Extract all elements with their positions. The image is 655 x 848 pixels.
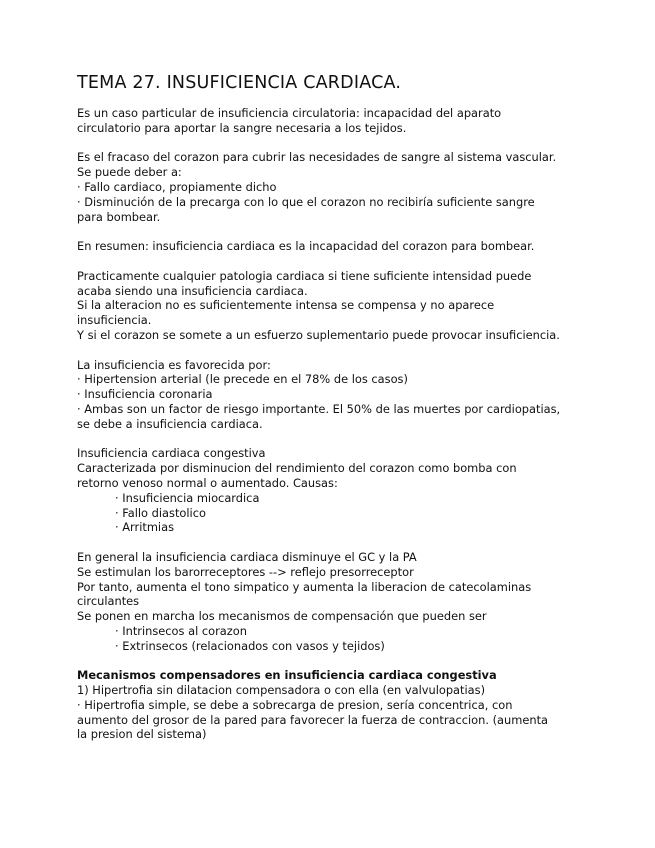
document-body	[77, 106, 597, 742]
text-line: Se estimulan los barorreceptores --> reflejo presorreceptor	[77, 564, 414, 579]
text-line: Practicamente cualquier patologia cardiaca si tiene suficiente intensidad puede	[77, 268, 532, 283]
section-heading: Mecanismos compensadores en insuficiencia cardiaca congestiva	[77, 668, 497, 683]
text-line: acaba siendo una insuficiencia cardiaca.	[77, 283, 308, 298]
text-line: · Hipertrofia simple, se debe a sobrecarga de presion, sería concentrica, con	[77, 697, 513, 712]
paragraph	[77, 446, 597, 535]
text-line: · Fallo cardiaco, propiamente dicho	[77, 179, 277, 194]
indented-list-item: · Intrinsecos al corazon	[115, 623, 247, 638]
text-line: Caracterizada por disminucion del rendimiento del corazon como bomba con	[77, 461, 517, 476]
page-title: TEMA 27. INSUFICIENCIA CARDIACA.	[77, 73, 402, 93]
text-line: Se puede deber a:	[77, 165, 182, 180]
indented-list-item: · Arritmias	[115, 520, 175, 535]
text-line: · Disminución de la precarga con lo que el corazon no recibiría suficiente sangre	[77, 194, 535, 209]
indented-list-item: · Insuficiencia miocardica	[115, 490, 260, 505]
paragraph	[77, 269, 597, 343]
document-page	[77, 72, 597, 757]
text-line: Por tanto, aumenta el tono simpatico y aumenta la liberacion de catecolaminas	[77, 579, 532, 594]
text-line: Es el fracaso del corazon para cubrir las necesidades de sangre al sistema vascular.	[77, 150, 557, 165]
text-line: Se ponen en marcha los mecanismos de compensación que pueden ser	[77, 609, 487, 624]
paragraph	[77, 239, 597, 254]
paragraph	[77, 358, 597, 432]
paragraph	[77, 150, 597, 224]
paragraph	[77, 668, 597, 742]
text-line: En general la insuficiencia cardiaca disminuye el GC y la PA	[77, 549, 417, 564]
text-line: 1) Hipertrofia sin dilatacion compensadora o con ella (en valvulopatias)	[77, 683, 486, 698]
text-line: aumento del grosor de la pared para favorecer la fuerza de contraccion. (aumenta	[77, 712, 549, 727]
text-line: circulatorio para aportar la sangre necesaria a los tejidos.	[77, 120, 407, 135]
paragraph	[77, 106, 597, 136]
text-line: · Hipertension arterial (le precede en el 78% de los casos)	[77, 372, 408, 387]
text-line: Insuficiencia cardiaca congestiva	[77, 446, 266, 461]
text-line: circulantes	[77, 594, 140, 609]
text-line: · Insuficiencia coronaria	[77, 387, 213, 402]
indented-list-item: · Extrinsecos (relacionados con vasos y tejidos)	[115, 638, 385, 653]
text-line: la presion del sistema)	[77, 727, 207, 742]
text-line: Es un caso particular de insuficiencia circulatoria: incapacidad del aparato	[77, 106, 502, 120]
text-line: insuficiencia.	[77, 313, 152, 328]
text-line: · Ambas son un factor de riesgo importante. El 50% de las muertes por cardiopatias,	[77, 401, 561, 416]
text-line: retorno venoso normal o aumentado. Causas:	[77, 475, 338, 490]
indented-list-item: · Fallo diastolico	[115, 505, 206, 520]
text-line: se debe a insuficiencia cardiaca.	[77, 416, 263, 431]
text-line: Y si el corazon se somete a un esfuerzo suplementario puede provocar insuficiencia.	[77, 327, 560, 342]
text-line: Si la alteracion no es suficientemente intensa se compensa y no aparece	[77, 298, 495, 313]
text-line: para bombear.	[77, 209, 161, 224]
text-line: En resumen: insuficiencia cardiaca es la incapacidad del corazon para bombear.	[77, 239, 535, 254]
text-line: La insuficiencia es favorecida por:	[77, 357, 271, 372]
paragraph	[77, 550, 597, 654]
